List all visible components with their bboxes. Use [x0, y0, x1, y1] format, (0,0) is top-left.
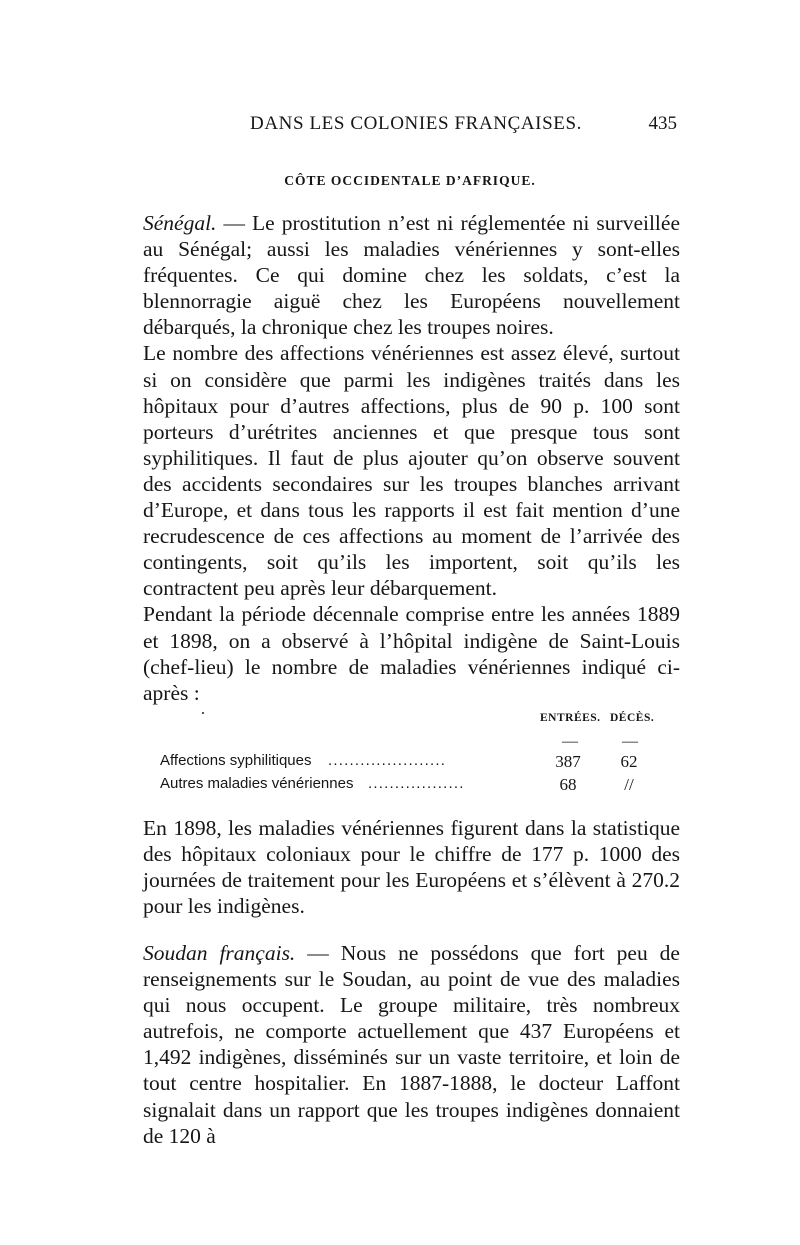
row-leader-dots: .................. — [368, 775, 465, 792]
table-row — [160, 752, 680, 774]
paragraph-1898-text: En 1898, les maladies vénériennes figurent dans la statistique des hôpitaux coloniaux pour le chiffre de 177 p. 1000 des journées de traitement pour les Européens et s’élèvent à 270.2 pour les indigènes. — [143, 816, 680, 919]
stray-ink-dot — [202, 712, 204, 714]
paragraph-senegal-intro — [143, 210, 680, 340]
soudan-lead: Soudan français. — [143, 941, 296, 965]
row-entrees: 387 — [555, 752, 581, 771]
column-header-entrees: ENTRÉES. — [540, 712, 601, 724]
row-deces: 62 — [620, 752, 638, 771]
row-deces: // — [624, 775, 634, 794]
senegal-intro-text: — Le prostitution n’est ni réglementée ni surveillée au Sénégal; aussi les maladies vénériennes y sont-elles fréquentes. Ce qui domine chez les soldats, c’est la blennorragie aiguë chez les Européens nouvellement débarqués, la chronique chez les troupes noires. — [143, 211, 680, 340]
column-header-deces: DÉCÈS. — [610, 712, 655, 724]
paragraph-senegal-period: Pendant la période décennale comprise entre les années 1889 et 1898, on a observé à l’hôpital indigène de Saint-Louis (chef-lieu) le nombre de maladies vénériennes indiqué ci-après : — [143, 602, 680, 705]
paragraph-1898 — [143, 815, 680, 919]
section-heading: CÔTE OCCIDENTALE D’AFRIQUE. — [284, 173, 536, 188]
senegal-lead: Sénégal. — [143, 211, 217, 235]
page-header — [140, 113, 680, 139]
soudan-text: — Nous ne possédons que fort peu de renseignements sur le Soudan, au point de vue des maladies qui nous occupent. Le groupe militaire, très nombreux autrefois, ne comporte actuellement que 437 Européens et 1,492 indigènes, disséminés sur un vaste territoire, et loin de tout centre hospitalier. En 1887-1888, le docteur Laffont signalait dans un rapport que les troupes indigènes donnaient de 120 à — [143, 941, 680, 1148]
row-leader-dots: ...................... — [328, 752, 447, 769]
running-title: DANS LES COLONIES FRANÇAISES. — [250, 113, 582, 134]
row-label: Autres maladies vénériennes — [160, 775, 354, 792]
paragraph-senegal-affections: Le nombre des affections vénériennes est assez élevé, surtout si on considère que parmi les indigènes traités dans les hôpitaux pour d’autres affections, plus de 90 p. 100 sont porteurs d’urétrites anciennes et que presque tous sont syphilitiques. Il faut de plus ajouter qu’on observe souvent des accidents secondaires sur les troupes blanches arrivant d’Europe, et dans tous les rapports il est fait mention d’une recrudescence de ces affections au moment de l’arrivée des contingents, soit qu’ils les importent, soit qu’ils les contractent peu après leur débarquement. — [143, 341, 680, 601]
page-number: 435 — [648, 113, 677, 134]
table-row — [160, 775, 680, 797]
paragraph-soudan — [143, 940, 680, 1149]
row-label: Affections syphilitiques — [160, 752, 312, 769]
senegal-section — [143, 210, 680, 706]
soudan-section — [143, 940, 680, 1149]
column-dash-entrees: — — [562, 733, 578, 750]
column-dash-deces: — — [622, 733, 638, 750]
row-entrees: 68 — [559, 775, 577, 794]
